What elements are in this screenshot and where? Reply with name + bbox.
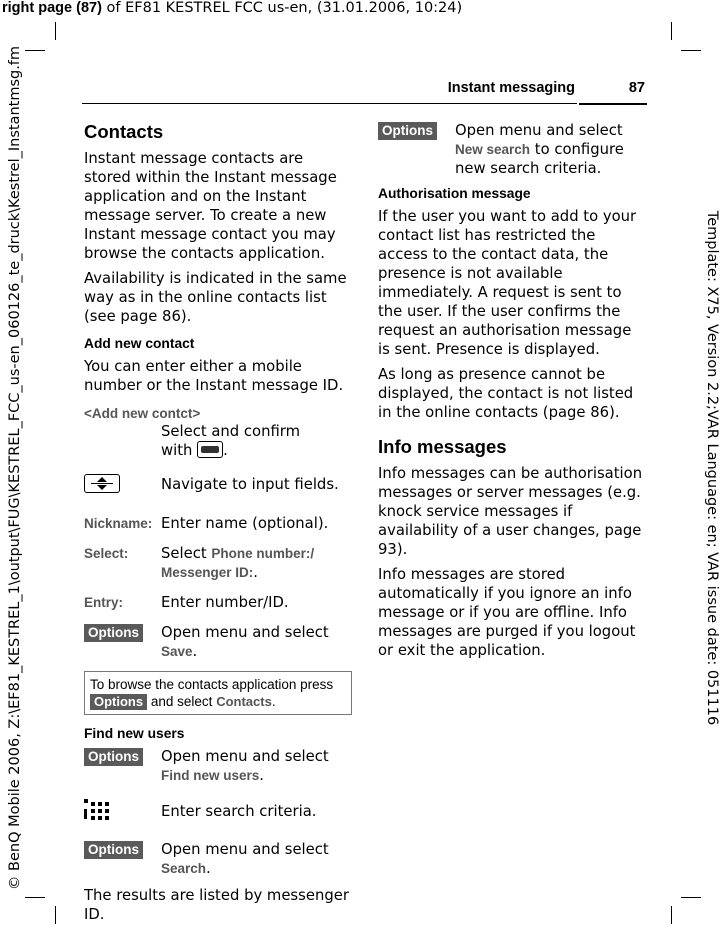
crop-mark (55, 906, 56, 924)
page-number: 87 (628, 80, 645, 96)
navigation-key-icon (84, 474, 120, 493)
nickname-text: Enter name (optional). (161, 515, 329, 532)
info-paragraph-2: Info messages are stored automatically if you ignore an info message or if you are offline. Info messages are purged if you logout or exit the application. (378, 566, 636, 659)
options-new-search-text (455, 121, 644, 178)
print-info-rest: of EF81 KESTREL FCC us-en, (31.01.2006, 10:24) (101, 0, 463, 16)
note-end: . (271, 694, 276, 709)
select-text (161, 544, 352, 582)
options-new-search-end: to configure new search criteria. (455, 141, 624, 177)
results-text: The results are listed by messenger ID. (84, 887, 349, 923)
select-confirm-line: Select and confirm (161, 423, 301, 440)
keypad-icon (84, 799, 110, 821)
field-label-nickname: Nickname: (84, 516, 153, 531)
subheading-find-new-users: Find new users (84, 726, 185, 741)
menu-target-search: Search (161, 861, 207, 876)
header-rule-thick (579, 103, 647, 105)
note-text-a: To browse the contacts application press (90, 677, 334, 692)
menu-item-add-new-contact: <Add new contct> (84, 406, 201, 421)
note-box (84, 671, 352, 715)
center-key-icon (197, 441, 223, 458)
print-info-page: right page (87) (2, 0, 102, 16)
contacts-paragraph-1: Instant message contacts are stored within the Instant message application and on the Instant message server. To create a new Instant message contact you may browse the contacts application. (84, 150, 337, 262)
options-softkey: Options (84, 841, 143, 859)
enter-criteria-text: Enter search criteria. (161, 803, 317, 820)
crop-mark (25, 50, 45, 51)
left-column (84, 121, 352, 930)
right-column (378, 121, 644, 666)
options-search-text (161, 840, 352, 878)
options-save-desc: Open menu and select (161, 624, 329, 641)
section-heading-contacts: Contacts (84, 121, 164, 142)
select-confirm-text (161, 422, 352, 460)
field-label-entry: Entry: (84, 595, 124, 610)
menu-target-save: Save (161, 644, 193, 659)
add-contact-paragraph: You can enter either a mobile number or the Instant message ID. (84, 358, 344, 394)
copyright-path: © BenQ Mobile 2006, Z:\EF81_KESTREL_1\output\FUG\KESTREL_FCC_us-en_060126_te_druck\Kestrel_Instantmsg.fm (7, 45, 23, 891)
crop-mark (681, 50, 701, 51)
section-heading-info-messages: Info messages (378, 436, 507, 457)
crop-mark (671, 22, 672, 40)
running-header (82, 78, 647, 104)
options-new-search-desc: Open menu and select (455, 122, 623, 139)
note-options-softkey: Options (90, 694, 147, 710)
subheading-authorisation-message: Authorisation message (378, 186, 531, 201)
options-search-desc: Open menu and select (161, 841, 329, 858)
options-search-end: . (206, 860, 211, 877)
navigate-text: Navigate to input fields. (161, 476, 339, 493)
field-label-select: Select: (84, 546, 129, 561)
authorisation-paragraph-1: If the user you want to add to your contact list has restricted the access to the contact data, the presence is not available immediately. A request is sent to the user. If the user confirms the request an authorisation message is sent. Presence is displayed. (378, 208, 637, 358)
print-info (2, 0, 462, 16)
options-softkey: Options (84, 748, 143, 766)
crop-mark (55, 22, 56, 40)
crop-mark (681, 897, 701, 898)
header-rule (82, 103, 577, 104)
options-save-text (161, 623, 352, 661)
select-options: Phone number:/ Messenger ID: (161, 546, 315, 580)
options-softkey: Options (84, 624, 143, 642)
note-target-contacts: Contacts (216, 694, 272, 709)
crop-mark (25, 897, 45, 898)
authorisation-paragraph-2: As long as presence cannot be displayed, the contact is not listed in the online contacts (page 86). (378, 366, 634, 421)
options-find-text (161, 747, 352, 785)
info-paragraph-1: Info messages can be authorisation messages or server messages (e.g. knock service messages if availability of a user changes, page 93). (378, 465, 643, 558)
entry-text: Enter number/ID. (161, 594, 289, 611)
options-find-desc: Open menu and select (161, 748, 329, 765)
contacts-paragraph-2: Availability is indicated in the same way as in the online contacts list (see page 86). (84, 270, 347, 325)
select-text-end: . (253, 564, 258, 581)
select-confirm-with: with (161, 442, 193, 459)
options-softkey: Options (378, 122, 437, 140)
header-title: Instant messaging (447, 80, 575, 96)
options-save-end: . (192, 643, 198, 660)
crop-mark (671, 906, 672, 924)
select-text-prefix: Select (161, 545, 207, 562)
menu-target-new-search: New search (455, 142, 531, 157)
template-info: Template: X75, Version 2.2;VAR Language: en; VAR issue date: 051116 (704, 210, 720, 726)
options-find-end: . (259, 767, 264, 784)
subheading-add-new-contact: Add new contact (84, 336, 195, 351)
note-text-b: and select (150, 694, 213, 709)
menu-target-find-new-users: Find new users (161, 768, 260, 783)
select-confirm-end: . (223, 442, 228, 459)
